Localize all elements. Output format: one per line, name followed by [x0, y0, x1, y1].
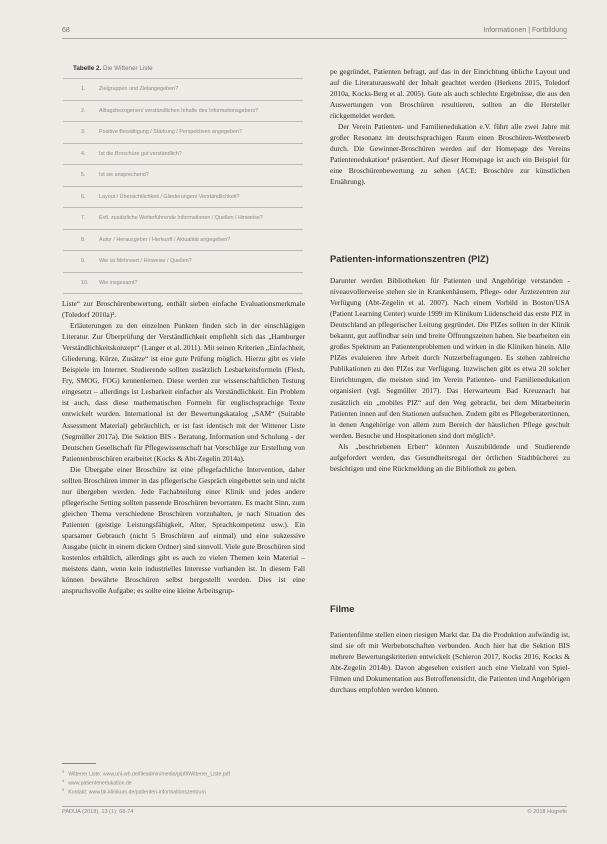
paragraph: Die Übergabe einer Broschüre ist eine pflegefachliche Intervention, daher sollten Broschüren immer in das pflegerische Gespräch eingebettet sein und nicht nur übergeben werden. Jede Fachabteilung einer Klinik und jedes andere pflegerische Setting sollten passende Broschüren bevorraten. Es macht Sinn, zum gleichen Thema verschiedene Broschüren vorzuhalten, je nach Situation des Patienten (geistige Leistungsfähigkeit, Alter, Sprachkompetenz usw.). Ein sparsamer Gebrauch (nicht 5 Broschüren auf einmal) und eine sukzessive Ausgabe (nicht in einem dicken Ordner) sind sinnvoll. Viele gute Broschüren sind kostenlos erhältlich, allerdings gibt es auch zu vielen Themen kein Material – meistens dann, wenn kein industrielles Interesse vorhanden ist. In diesem Fall können bewährte Broschüren selbst hergestellt werden. Dies ist eine anspruchsvolle Aufgabe; es sollte eine kleine Arbeitsgrup-	[62, 464, 305, 596]
table-row	[63, 186, 303, 208]
footnote-text: www.patientenedukation.de	[68, 780, 132, 787]
running-title: Informationen | Fortbildung	[483, 27, 567, 34]
table-row-number: 2.	[81, 107, 86, 114]
table-row-number: 6.	[81, 193, 86, 200]
page-number: 68	[62, 27, 70, 34]
footnote-number: 5	[62, 787, 65, 792]
table-row-text: Positive Bewältigung / Stärkung / Perspektiven angegeben?	[99, 129, 242, 136]
table-row	[63, 121, 303, 143]
footnote-number: 3	[62, 769, 65, 774]
table-row-number: 1.	[81, 86, 86, 93]
footer-rule	[62, 806, 567, 807]
table-caption-text: Die Wittener Liste	[102, 65, 153, 72]
table-row-text: Ist sie ansprechend?	[99, 172, 149, 179]
footnote	[62, 769, 230, 778]
table-row-text: Alltagsbezogenen/ verständlichen Inhalte des Informationsgebers?	[99, 107, 259, 114]
table-row-number: 4.	[81, 150, 86, 157]
footnote-text: Wittener Liste: www.uni-wh.de/fileadmin/media/g/pfl/Wittener_Liste.pdf	[68, 771, 230, 778]
table-row	[63, 250, 303, 272]
table-row-number: 9.	[81, 258, 86, 265]
paragraph: Liste“ zur Broschürenbewertung, enthält sieben einfache Evaluationsmerkmale (Toledorf 2010a)³.	[62, 299, 305, 320]
table-rows	[63, 78, 303, 294]
table-row-text: Ist die Broschüre gut verständlich?	[99, 150, 182, 157]
paragraph: Erläuterungen zu den einzelnen Punkten finden sich in der einschlägigen Literatur. Zur Überprüfung der Verständlichkeit empfiehlt sich das „Hamburger Verständlichkeitskonzept“ (Langer et al. 2011). Mit seinen Kriterien „Einfachheit, Gliederung, Kürze, Zusätze“ ist eine gute Prüfung möglich. Hierzu gibt es viele Beispiele im Internet. Studierende sollten zusätzlich Lesbarkeitsformeln (Flesh, Fry, SMOG, FOG) kennenlernen. Diese werden zur wissenschaftlichen Testung eingesetzt – allerdings ist Lesbarkeit einfacher als Verständlichkeit. Ein Problem ist auch, dass diese mathematischen Formeln für englischsprachige Texte entwickelt wurden. International ist der Bewertungskatalog „SAM“ (Suitable Assessment Material) gebräuchlich, er ist fast identisch mit der Wittener Liste (Segmüller 2017a). Die Sektion BIS - Beratung, Information und Schulung - der Deutschen Gesellschaft für Pflegewissenschaft hat Vorschläge zur Erstellung von Patientenbroschüren erarbeitet (Kocks & Abt-Zegelin 2014a).	[62, 321, 305, 463]
paragraph: pe gegründet, Patienten befragt, auf das in der Einrichtung übliche Layout und auf die Literaturauswahl der Inhalt geachtet werden (Herkens 2015, Toledorf 2010a, Kocks-Berg et al. 2005). Gute als auch schlechte Ergebnisse, die aus den Auswertungen von Broschüren resultieren, sollten an die Hersteller rückgemeldet werden.	[330, 67, 570, 121]
table-row-text: Zielgruppen und Zielangegeben?	[99, 86, 179, 93]
table-row-text: Wie insgesamt?	[99, 279, 138, 286]
table-row	[63, 100, 303, 122]
table-caption-label: Tabelle 2.	[73, 65, 102, 72]
footer-citation: PADUA (2018), 13 (1): 68-74	[62, 809, 134, 815]
left-column	[62, 298, 305, 596]
table-row-text: Autor / Herausgeber / Herkunft / Aktualität angegeben?	[99, 236, 231, 243]
table-row	[63, 207, 303, 229]
header-rule	[62, 38, 567, 39]
table-row-number: 10.	[81, 279, 89, 286]
footer-publisher: © 2018 Hogrefe	[527, 809, 567, 815]
table-row	[63, 272, 303, 295]
table-row-text: Layout / Übersichtlichkeit / Gliederungen/ Verständlichkeit?	[99, 193, 240, 200]
section-heading-filme: Filme	[330, 603, 355, 614]
table-row	[63, 229, 303, 251]
table-row-number: 5.	[81, 172, 86, 179]
paragraph: Darunter werden Bibliotheken für Patienten und Angehörige verstanden - niveauvollerweise stehen sie in Krankenhäusern, Pflege- oder Ärztezentren zur Verfügung (Abt-Zegelin et al. 2007). Nach einem Vorbild in Boston/USA (Patient Learning Center) wurde 1999 im Klinikum Lüdenscheid das erste PIZ in Deutschland an pflegerischer Leitung gegründet. Die PIZes sollten in der Klinik bekannt, gut auffindbar sein und breite Öffnungszeiten haben. Sie bearbeiten ein großes Spektrum an Patientenproblemen und wirken in die Kliniken hinein. Alle PIZes evaluieren ihre Arbeit durch Nutzerbefragungen. Es stehen zahlreiche Publikationen zu den PIZes zur Verfügung. Inzwischen gibt es etwa 20 solcher Einrichtungen, die meisten sind im Verein Patienten- und Familienedukation organisiert (vgl. Segmüller 2017). Das Herwarteum Bad Kreuznach hat zusätzlich ein „mobiles PIZ“ auf den Weg gebracht, bei dem Mitarbeiterin Patienten innen auf den Stationen aufsuchen. Zudem gibt es Pflegeberatertinnen, in denen Angehörige von allem zum Bereich der häuslichen Pflege geschult werden. Besuche und Hospitationen sind dort möglich⁵.	[330, 276, 570, 440]
table-row-number: 3.	[81, 129, 86, 136]
table-row-number: 8.	[81, 236, 86, 243]
table-row-number: 7.	[81, 215, 86, 222]
footnote	[62, 778, 132, 787]
table-caption	[73, 65, 303, 72]
table-row	[63, 143, 303, 165]
piz-section-body	[330, 275, 570, 474]
footnote	[62, 787, 206, 796]
footnote-number: 4	[62, 778, 65, 783]
table-row	[63, 164, 303, 186]
filme-section-body	[330, 629, 570, 695]
footnote-text: Kontakt: www.bk-klinikum.de/patienten-informationszentrum	[68, 789, 206, 796]
table-row-text: Evtl. zusätzliche Weiterführende Informationen / Quellen / Hinweise?	[99, 215, 263, 222]
table-row-text: Wie ist Mehrwert / Hinweise / Quellen?	[99, 258, 192, 265]
table-wittener-liste	[63, 65, 303, 286]
section-heading-piz: Patienten-informationszentren (PIZ)	[330, 253, 489, 264]
footnote-rule	[62, 763, 96, 764]
paragraph: Patientenfilme stellen einen riesigen Markt dar. Da die Produktion aufwändig ist, sind sie oft mit Werbebotschaften verbunden. Auch hier hat die Sektion BIS mehrere Bewertungskriterien entwickelt (Schieron 2017, Kocks 2016, Kocks & Abt-Zegelin 2014b). Davon abgesehen existiert auch eine Vielzahl von Spiel-Filmen und Dokumentation aus Betroffenensicht, die Patienten und Angehörigen durchaus empfohlen werden können.	[330, 630, 570, 695]
paragraph: Als „beschriebenen Erben“ könnten Auszubildende und Studierende aufgefordert werden, das Gesundheitsregal der örtlichen Stadtbücherei zu besichtigen und eine Rückmeldung an die Bibliothek zu geben.	[330, 441, 570, 473]
paragraph: Der Verein Patienten- und Familienedukation e.V. führt alle zwei Jahre mit großer Resonanz im deutschsprachigen Raum einen Broschüren-Wettbewerb durch. Die Gewinner-Broschüren werden auf der Homepage des Vereins Patientenedukation⁴ präsentiert. Auf dieser Homepage ist auch ein Beispiel für eine Broschürenbewertung zu sehen (ACE: Broschüre zur künstlichen Ernährung).	[330, 122, 570, 187]
table-row	[63, 78, 303, 100]
right-column-top	[330, 66, 570, 188]
